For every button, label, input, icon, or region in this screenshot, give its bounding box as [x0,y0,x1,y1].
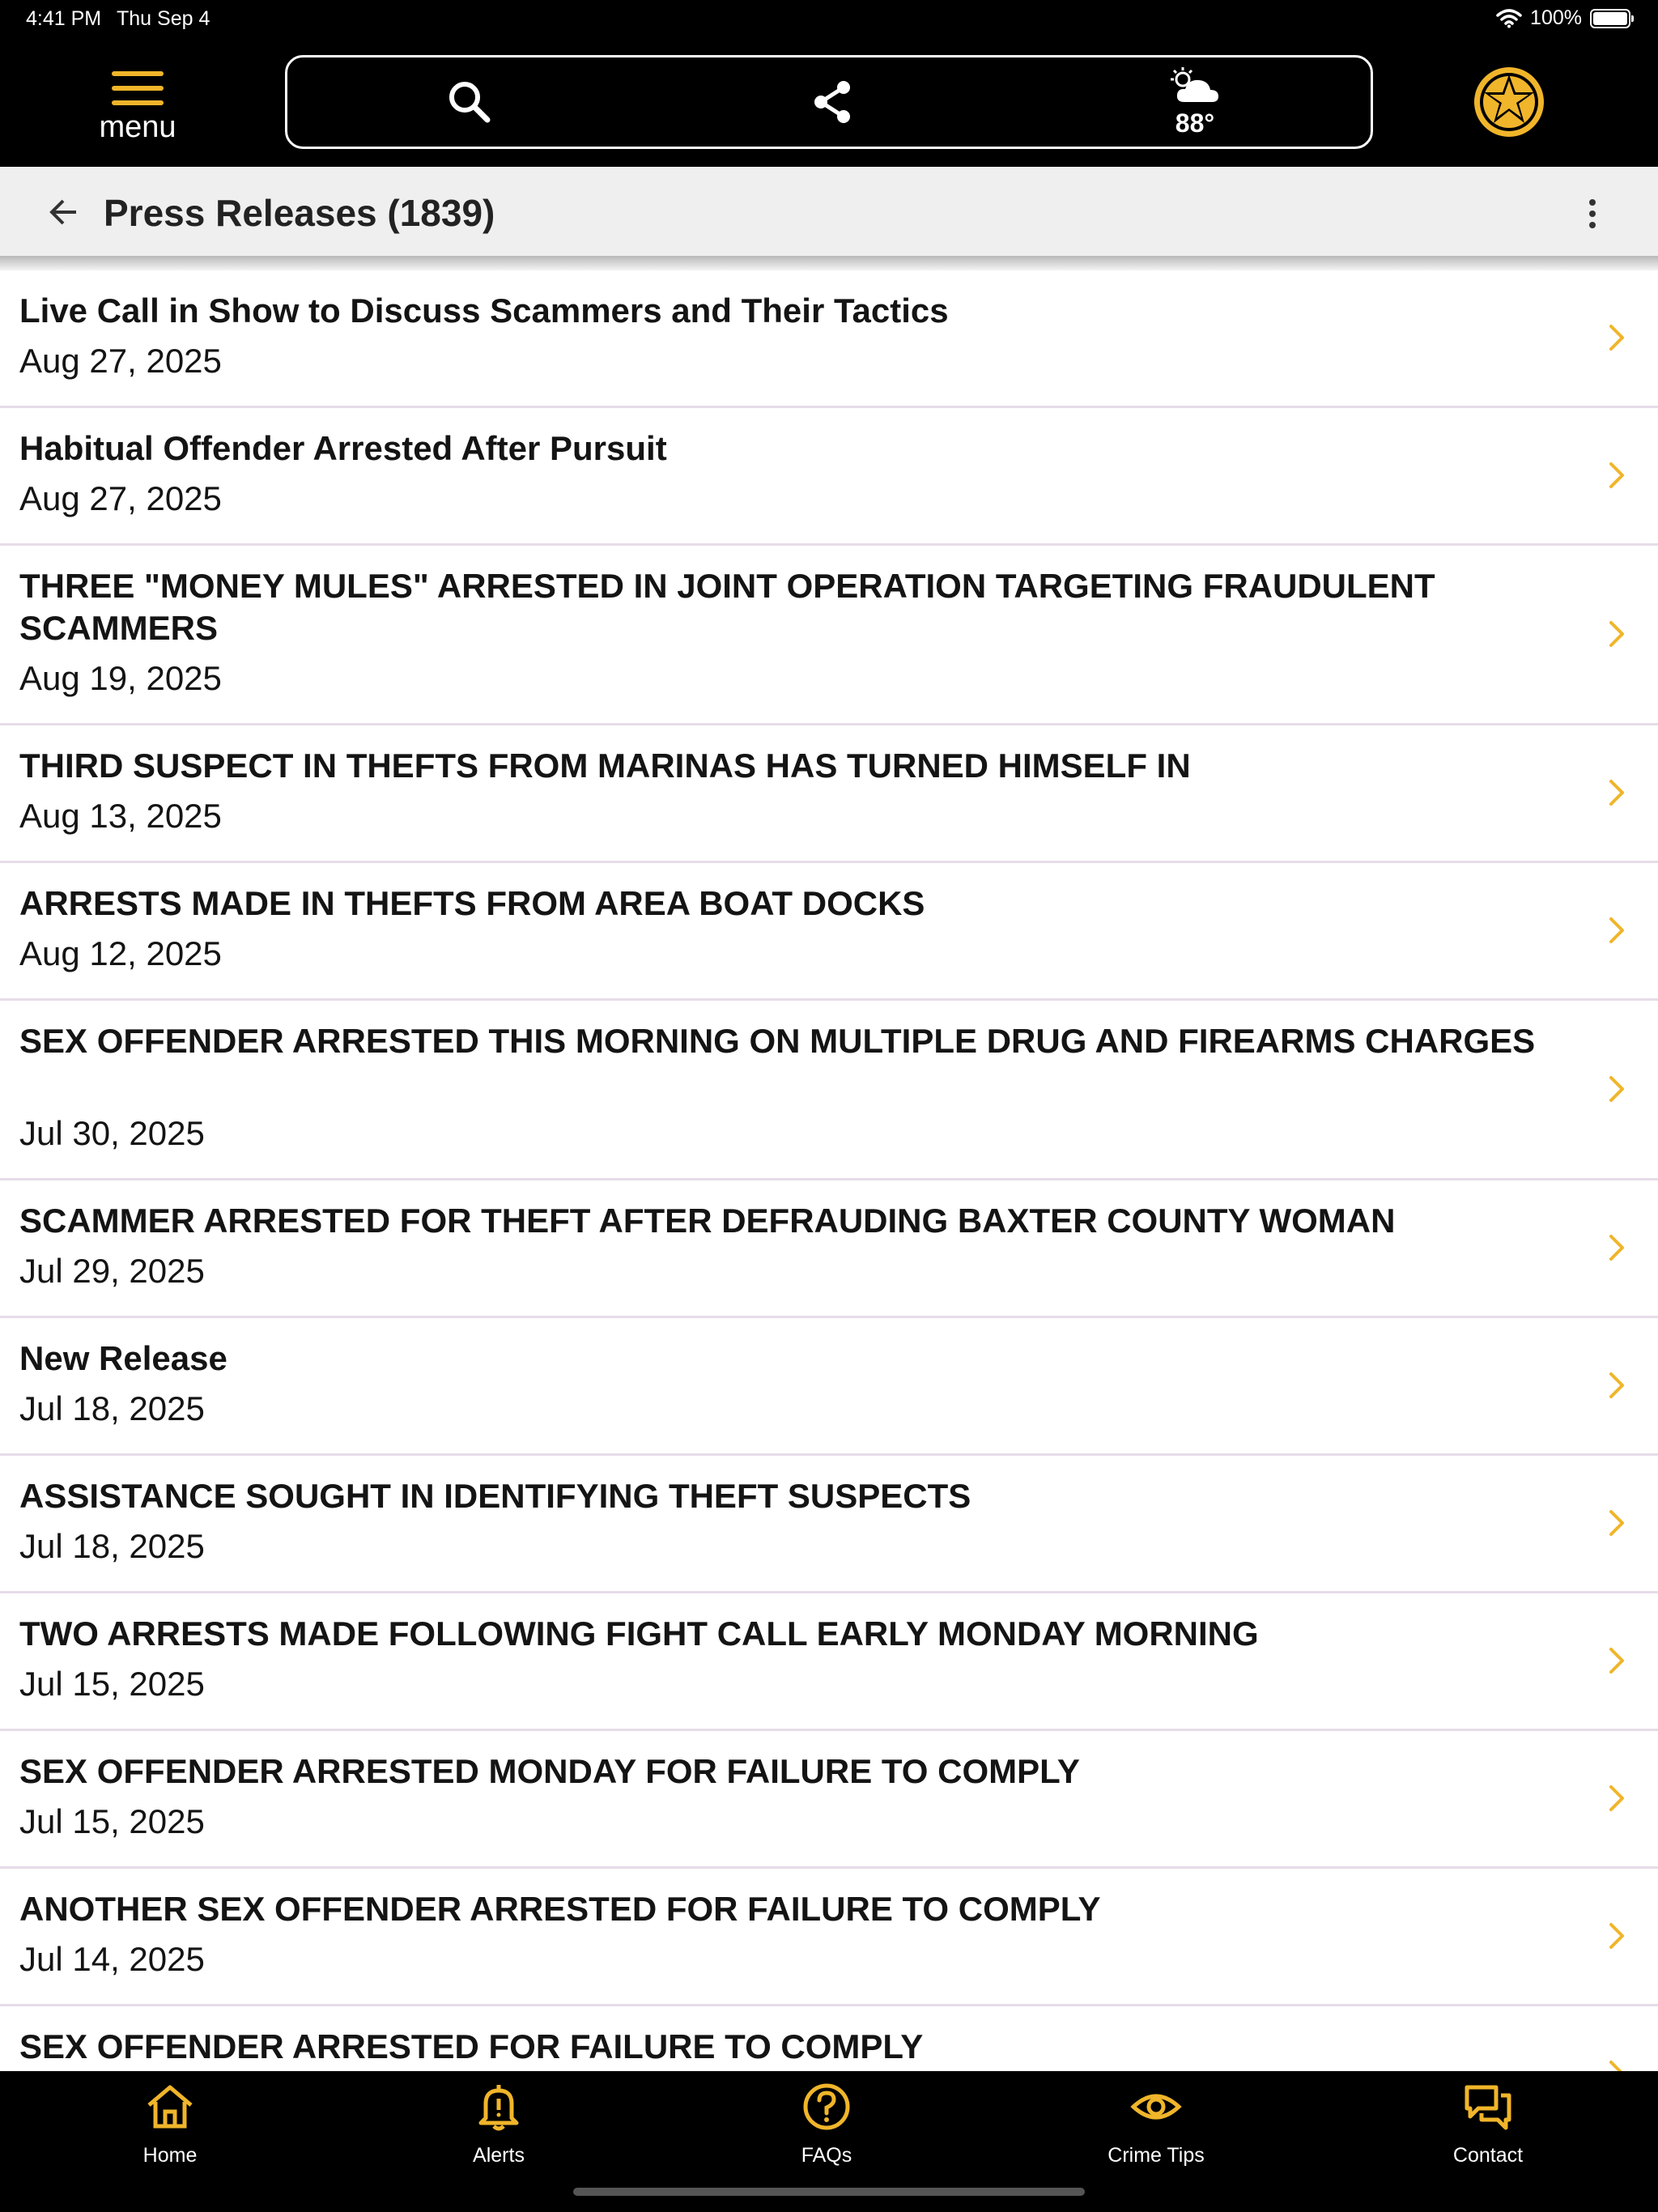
list-item-title: TWO ARRESTS MADE FOLLOWING FIGHT CALL EARLY MONDAY MORNING [19,1614,1259,1653]
chevron-right-icon [1606,323,1627,352]
status-time: 4:41 PM [26,7,102,30]
list-item-date: Aug 19, 2025 [19,659,222,697]
chevron-right-icon [1606,1646,1627,1675]
tab-label: FAQs [801,2144,852,2167]
list-item-date: Jul 18, 2025 [19,1527,205,1565]
chevron-right-icon [1606,1371,1627,1400]
chevron-right-icon [1606,1784,1627,1813]
toolbar-pill [285,55,1373,149]
list-item-title: SEX OFFENDER ARRESTED THIS MORNING ON MULTIPLE DRUG AND FIREARMS CHARGES [19,1022,1536,1060]
list-item[interactable] [0,1731,1658,1869]
chevron-right-icon [1606,1074,1627,1104]
list-item-title: THREE "MONEY MULES" ARRESTED IN JOINT OPERATION TARGETING FRAUDULENT SCAMMERS [19,567,1435,647]
tab-home[interactable] [73,2081,267,2178]
status-bar [0,0,1658,39]
list-item-date: Jul 14, 2025 [19,1940,205,1978]
question-icon [801,2081,852,2133]
chevron-right-icon [1606,1921,1627,1950]
tab-alerts[interactable] [402,2081,596,2178]
list-item-date: Aug 27, 2025 [19,342,222,380]
menu-button[interactable] [89,71,186,152]
chevron-right-icon [1606,778,1627,807]
list-item[interactable] [0,1456,1658,1593]
list-item-date: Jul 15, 2025 [19,1665,205,1703]
eye-icon [1130,2081,1182,2133]
battery-icon [1590,9,1630,28]
list-item-date: Aug 27, 2025 [19,479,222,517]
search-icon [445,78,494,126]
list-item-date: Jul 29, 2025 [19,1252,205,1290]
chevron-right-icon [1606,1233,1627,1262]
partly-sunny-icon [1167,66,1223,107]
list-item-title: ASSISTANCE SOUGHT IN IDENTIFYING THEFT SUSPECTS [19,1477,971,1515]
list-item-title: SEX OFFENDER ARRESTED MONDAY FOR FAILURE TO COMPLY [19,1752,1080,1790]
list-item-date: Jul 18, 2025 [19,1389,205,1427]
page-title: Press Releases (1839) [104,192,495,234]
chevron-right-icon [1606,1508,1627,1538]
chat-icon [1462,2081,1514,2133]
search-button[interactable] [389,57,551,147]
list-item-date: Aug 12, 2025 [19,934,222,972]
list-item-title: Habitual Offender Arrested After Pursuit [19,429,667,467]
list-item[interactable] [0,1593,1658,1731]
weather-button[interactable] [1114,57,1276,147]
tab-label: Crime Tips [1107,2144,1205,2167]
list-item-title: ANOTHER SEX OFFENDER ARRESTED FOR FAILURE TO COMPLY [19,1890,1101,1928]
back-arrow-icon[interactable] [47,196,79,228]
battery-percent: 100% [1530,6,1582,29]
sheriff-badge-icon[interactable] [1472,65,1546,139]
list-item[interactable] [0,546,1658,725]
list-item-date: Aug 13, 2025 [19,797,222,835]
list-item-title: Live Call in Show to Discuss Scammers and Their Tactics [19,291,949,330]
press-release-list [0,270,1658,2144]
list-item-date: Jul 30, 2025 [19,1114,205,1152]
tab-label: Contact [1452,2144,1524,2167]
list-item[interactable] [0,725,1658,863]
tab-faqs[interactable] [729,2081,924,2178]
list-item-date: Jul 15, 2025 [19,1802,205,1840]
tab-contact[interactable] [1391,2081,1585,2178]
share-button[interactable] [751,57,913,147]
weather-temp: 88° [1175,108,1215,138]
list-item[interactable] [0,1869,1658,2006]
list-item-title: THIRD SUSPECT IN THEFTS FROM MARINAS HAS TURNED HIMSELF IN [19,747,1191,785]
list-item[interactable] [0,270,1658,408]
share-icon [808,78,857,126]
list-item[interactable] [0,1318,1658,1456]
tab-crime-tips[interactable] [1059,2081,1253,2178]
tab-label: Home [142,2144,198,2167]
chevron-right-icon [1606,619,1627,649]
status-date: Thu Sep 4 [117,7,210,30]
list-item[interactable] [0,863,1658,1001]
hamburger-icon [112,71,164,107]
list-item-title: SEX OFFENDER ARRESTED FOR FAILURE TO COMPLY [19,2027,924,2065]
header-shadow [0,256,1658,270]
list-item[interactable] [0,408,1658,546]
status-right [1496,6,1630,30]
menu-label: menu [99,110,176,144]
tab-label: Alerts [473,2144,525,2167]
list-item-title: SCAMMER ARRESTED FOR THEFT AFTER DEFRAUDING BAXTER COUNTY WOMAN [19,1202,1396,1240]
wifi-icon [1496,9,1522,28]
chevron-right-icon [1606,916,1627,945]
list-item[interactable] [0,1180,1658,1318]
top-bar [0,0,1658,167]
page-header [0,167,1658,256]
list-item-title: ARRESTS MADE IN THEFTS FROM AREA BOAT DOCKS [19,884,925,922]
home-icon [144,2081,196,2133]
home-indicator [573,2188,1085,2196]
list-item[interactable] [0,1001,1658,1180]
chevron-right-icon [1606,461,1627,490]
list-item-title: New Release [19,1339,227,1377]
bell-icon [473,2081,525,2133]
more-vertical-icon[interactable] [1580,198,1605,230]
